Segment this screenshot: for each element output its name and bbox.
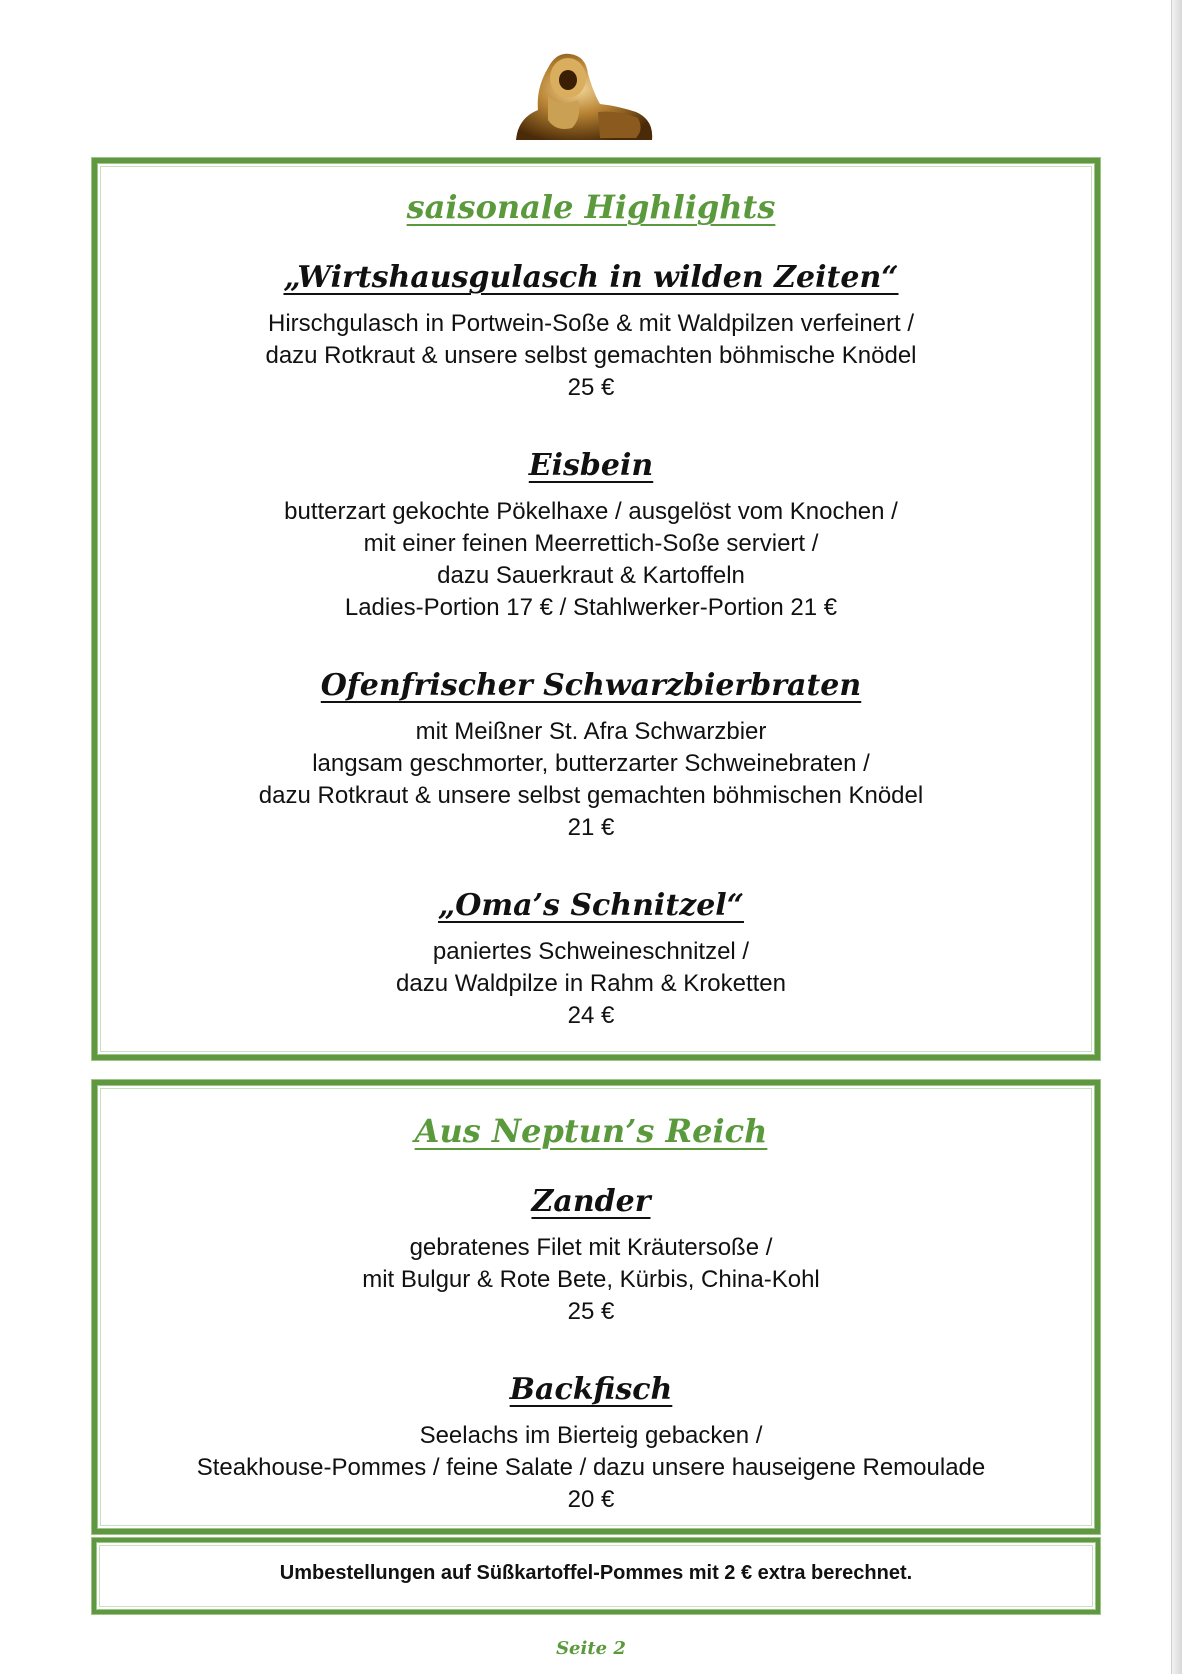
desc-line: Seelachs im Bierteig gebacken /: [419, 1422, 763, 1449]
desc-line: mit einer feinen Meerrettich-Soße serviert /: [363, 530, 819, 557]
desc-line: dazu Sauerkraut & Kartoffeln: [437, 562, 745, 589]
desc-line: dazu Rotkraut & unsere selbst gemachten böhmischen Knödel: [258, 782, 924, 809]
desc-line: paniertes Schweineschnitzel /: [432, 938, 750, 965]
dish-name-schnitzel: „Oma’s Schnitzel“: [438, 888, 744, 923]
desc-line: Hirschgulasch in Portwein-Soße & mit Waldpilzen verfeinert /: [267, 310, 915, 337]
desc-line: langsam geschmorter, butterzarter Schweinebraten /: [312, 750, 870, 777]
section-title-seasonal: saisonale Highlights: [406, 188, 776, 226]
dish-price: 21 €: [567, 814, 615, 841]
dish-price: 25 €: [567, 374, 615, 401]
dish-price: 24 €: [567, 1002, 615, 1029]
dish-desc-eisbein: [0, 496, 1182, 624]
dish-name-gulasch: „Wirtshausgulasch in wilden Zeiten“: [283, 260, 899, 295]
lion-figurine-icon: [508, 48, 658, 142]
desc-line: mit Bulgur & Rote Bete, Kürbis, China-Kohl: [362, 1266, 820, 1293]
dish-name-schwarzbierbraten: Ofenfrischer Schwarzbierbraten: [320, 668, 862, 703]
dish-desc-schwarzbierbraten: [0, 716, 1182, 844]
dish-price: 25 €: [567, 1298, 615, 1325]
dish-name-eisbein: Eisbein: [528, 448, 654, 483]
dish-price: 20 €: [567, 1486, 615, 1513]
section-title-neptun: Aus Neptun’s Reich: [414, 1112, 768, 1150]
desc-line: Steakhouse-Pommes / feine Salate / dazu unsere hauseigene Remoulade: [196, 1454, 986, 1481]
dish-price: Ladies-Portion 17 € / Stahlwerker-Portion 21 €: [344, 594, 838, 621]
dish-desc-backfisch: [0, 1420, 1182, 1516]
extra-charge-note: Umbestellungen auf Süßkartoffel-Pommes mit 2 € extra berechnet.: [279, 1562, 913, 1584]
desc-line: butterzart gekochte Pökelhaxe / ausgelöst vom Knochen /: [284, 498, 898, 525]
dish-desc-gulasch: [0, 308, 1182, 404]
dish-name-zander: Zander: [531, 1184, 651, 1219]
desc-line: gebratenes Filet mit Kräutersoße /: [409, 1234, 773, 1261]
page-number: Seite 2: [556, 1638, 626, 1659]
dish-desc-schnitzel: [0, 936, 1182, 1032]
desc-line: dazu Rotkraut & unsere selbst gemachten böhmische Knödel: [265, 342, 917, 369]
dish-name-backfisch: Backfisch: [509, 1372, 673, 1407]
dish-desc-zander: [0, 1232, 1182, 1328]
desc-line: dazu Waldpilze in Rahm & Kroketten: [396, 970, 786, 997]
desc-line: mit Meißner St. Afra Schwarzbier: [415, 718, 767, 745]
